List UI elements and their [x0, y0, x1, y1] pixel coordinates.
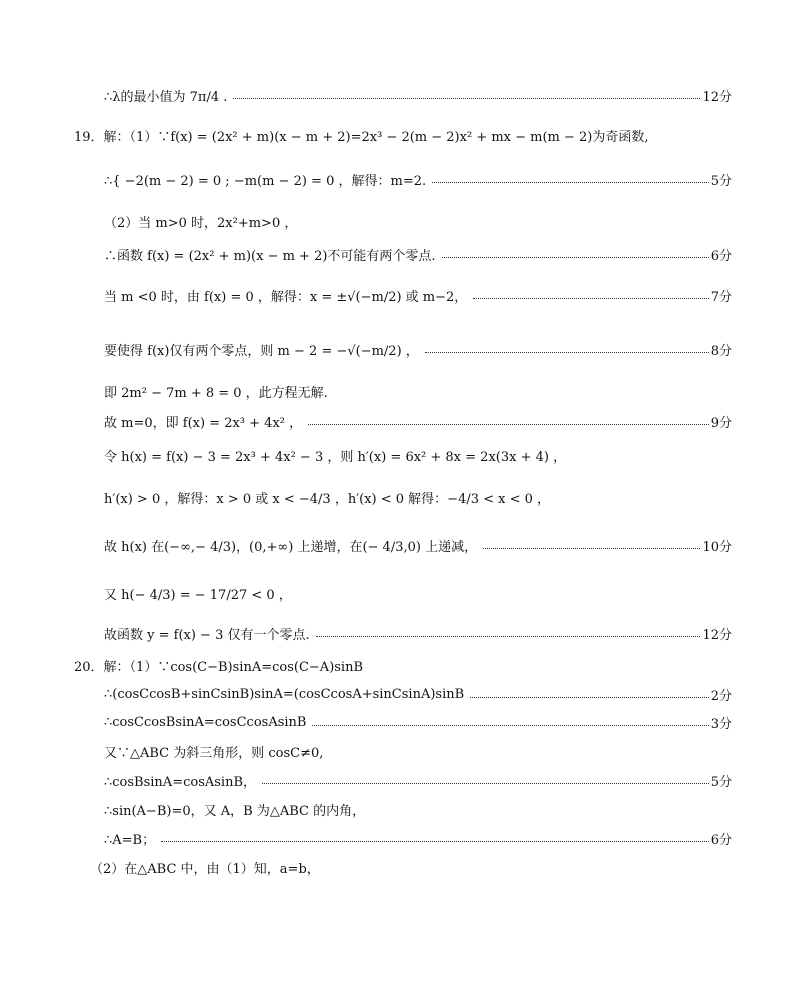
line-text: ∴sin(A−B)=0，又 A，B 为△ABC 的内角， — [104, 804, 366, 819]
score-label: 12分 — [702, 628, 732, 643]
solution-line — [0, 412, 799, 431]
solution-line — [0, 713, 799, 732]
leader-dots — [308, 424, 709, 425]
solution-line — [0, 170, 799, 189]
line-text: 令 h(x) = f(x) − 3 = 2x³ + 4x² − 3 ，则 h′(x) = 6x² + 8x = 2x(3x + 4) ， — [104, 450, 567, 465]
leader-dots — [425, 352, 709, 353]
line-text: ∴cosCcosBsinA=cosCcosAsinB — [104, 715, 307, 730]
line-text: h′(x) > 0 ，解得：x > 0 或 x < −4/3 ，h′(x) < 0 解得：−4/3 < x < 0 ， — [104, 492, 551, 507]
leader-dots — [312, 725, 708, 726]
solution-line — [0, 488, 799, 507]
solution-line — [0, 340, 799, 359]
line-text: ∴A=B； — [104, 833, 156, 848]
solution-line — [0, 446, 799, 465]
solution-line — [0, 685, 799, 704]
score-label: 6分 — [710, 833, 732, 848]
score-label: 8分 — [710, 344, 732, 359]
score-label: 2分 — [710, 689, 732, 704]
leader-dots — [316, 636, 701, 637]
solution-line — [0, 86, 799, 105]
line-text: ∴函数 f(x) = (2x² + m)(x − m + 2)不可能有两个零点. — [104, 249, 436, 264]
line-text: ∴(cosCcosB+sinCsinB)sinA=(cosCcosA+sinCsinA)sinB — [104, 687, 465, 702]
leader-dots — [442, 257, 709, 258]
solution-line — [0, 245, 799, 264]
line-text: ∴{ −2(m − 2) = 0 ; −m(m − 2) = 0 ，解得：m=2. — [104, 174, 427, 189]
line-text: 又∵△ABC 为斜三角形，则 cosC≠0, — [104, 746, 324, 761]
score-label: 3分 — [710, 717, 732, 732]
leader-dots — [470, 697, 709, 698]
solution-line — [0, 584, 799, 603]
solution-line — [0, 742, 799, 761]
score-label: 6分 — [710, 249, 732, 264]
line-text: 又 h(− 4/3) = − 17/27 < 0 ， — [104, 588, 292, 603]
score-label: 7分 — [710, 290, 732, 305]
solution-line — [0, 536, 799, 555]
line-text: 20．解：（1）∵cos(C−B)sinA=cos(C−A)sinB — [74, 660, 364, 675]
solution-line — [0, 829, 799, 848]
solution-line — [0, 858, 785, 877]
leader-dots — [233, 98, 700, 99]
line-text: 故 m=0，即 f(x) = 2x³ + 4x² ， — [104, 416, 303, 431]
line-text: 故函数 y = f(x) − 3 仅有一个零点. — [104, 628, 310, 643]
score-label: 12分 — [702, 90, 732, 105]
line-text: 即 2m² − 7m + 8 = 0 ，此方程无解. — [104, 386, 328, 401]
line-text: （2）在△ABC 中，由（1）知，a=b， — [90, 862, 320, 877]
score-label: 9分 — [710, 416, 732, 431]
score-label: 10分 — [702, 540, 732, 555]
solution-line — [0, 382, 799, 401]
solution-line — [0, 286, 799, 305]
line-text: 故 h(x) 在(−∞,− 4/3)，(0,+∞) 上递增，在(− 4/3,0) 上递减， — [104, 540, 478, 555]
leader-dots — [473, 298, 708, 299]
line-text: （2）当 m>0 时，2x²+m>0 ， — [104, 216, 298, 231]
line-text: ∴λ的最小值为 7π/4 . — [104, 90, 228, 105]
solution-line — [0, 126, 769, 145]
line-text: 要使得 f(x)仅有两个零点，则 m − 2 = −√(−m/2) ， — [104, 344, 419, 359]
leader-dots — [262, 783, 709, 784]
line-text: ∴cosBsinA=cosAsinB， — [104, 775, 257, 790]
leader-dots — [432, 182, 709, 183]
solution-line — [0, 624, 799, 643]
leader-dots — [161, 841, 709, 842]
line-text: 当 m <0 时，由 f(x) = 0 ，解得：x = ±√(−m/2) 或 m−2， — [104, 290, 468, 305]
solution-line — [0, 800, 799, 819]
line-text: 19．解：（1）∵f(x) = (2x² + m)(x − m + 2)=2x³ − 2(m − 2)x² + mx − m(m − 2)为奇函数, — [74, 130, 649, 145]
score-label: 5分 — [710, 775, 732, 790]
solution-line — [0, 656, 769, 675]
score-label: 5分 — [710, 174, 732, 189]
leader-dots — [483, 548, 700, 549]
solution-line — [0, 771, 799, 790]
solution-line — [0, 212, 799, 231]
